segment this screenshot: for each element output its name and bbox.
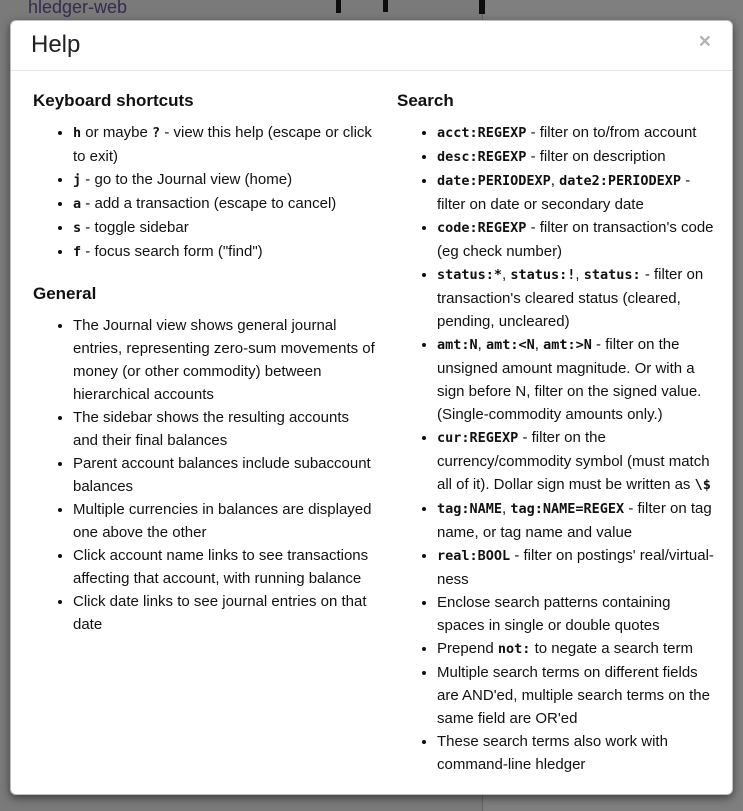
search-term-code: date:PERIODEXP — [437, 173, 551, 189]
search-term-code: status: — [583, 267, 641, 283]
help-item: • desc:REGEXP - filter on description — [437, 145, 720, 169]
help-item: • status:*, status:!, status: - filter on transaction's cleared status (cleared, pending, uncleared) — [437, 263, 720, 333]
help-item: • Click account name links to see transactions affecting that account, with running balance — [73, 544, 375, 590]
help-item: • s - toggle sidebar — [73, 216, 375, 240]
search-term-code: amt:>N — [543, 337, 592, 353]
section-heading: Keyboard shortcuts — [33, 91, 194, 110]
section-heading: Search — [397, 91, 454, 110]
search-term-code: date2:PERIODEXP — [559, 173, 682, 189]
search-term-code: real:BOOL — [437, 548, 511, 564]
help-item: • code:REGEXP - filter on transaction's code (eg check number) — [437, 216, 720, 263]
search-term-code: ? — [152, 125, 161, 141]
search-term-code: acct:REGEXP — [437, 125, 527, 141]
search-term-code: amt:N — [437, 337, 478, 353]
help-item: • amt:N, amt:<N, amt:>N - filter on the unsigned amount magnitude. Or with a sign before N, filter on the signed value. (Single-commodity amounts only.) — [437, 333, 720, 426]
help-item: • These search terms also work with command-line hledger — [437, 730, 720, 776]
search-term-code: tag:NAME=REGEX — [510, 501, 625, 517]
close-icon[interactable]: × — [698, 30, 711, 53]
help-modal — [10, 20, 733, 795]
help-item: • date:PERIODEXP, date2:PERIODEXP - filter on date or secondary date — [437, 169, 720, 216]
help-item: • Prepend not: to negate a search term — [437, 637, 720, 661]
search-term-code: \$ — [694, 477, 711, 493]
help-item: • a - add a transaction (escape to cancel) — [73, 192, 375, 216]
help-column-right — [397, 89, 720, 788]
search-term-code: not: — [497, 641, 531, 657]
modal-body — [11, 71, 732, 795]
search-term-code: status:* — [437, 267, 503, 283]
modal-title: Help — [31, 31, 81, 58]
help-column-left — [33, 89, 375, 788]
help-item: • tag:NAME, tag:NAME=REGEX - filter on tag name, or tag name and value — [437, 497, 720, 544]
search-term-code: f — [73, 244, 82, 260]
help-list — [33, 314, 375, 636]
help-list — [33, 121, 375, 264]
help-item: • Click date links to see journal entries on that date — [73, 590, 375, 636]
search-term-code: tag:NAME — [437, 501, 503, 517]
help-item: • The Journal view shows general journal entries, representing zero-sum movements of money (or other commodity) between hierarchical accounts — [73, 314, 375, 406]
help-item: • Multiple currencies in balances are displayed one above the other — [73, 498, 375, 544]
help-item: • acct:REGEXP - filter on to/from account — [437, 121, 720, 145]
help-item: • f - focus search form ("find") — [73, 240, 375, 264]
search-term-code: code:REGEXP — [437, 220, 527, 236]
search-term-code: j — [73, 172, 82, 188]
section-heading: General — [33, 284, 97, 303]
help-item: • cur:REGEXP - filter on the currency/commodity symbol (must match all of it). Dollar sign must be written as \$ — [437, 426, 720, 497]
help-item: • The sidebar shows the resulting accounts and their final balances — [73, 406, 375, 452]
search-term-code: amt:<N — [485, 337, 535, 353]
help-item: • j - go to the Journal view (home) — [73, 168, 375, 192]
search-term-code: desc:REGEXP — [437, 149, 527, 165]
help-item: • Parent account balances include subaccount balances — [73, 452, 375, 498]
help-item: • real:BOOL - filter on postings' real/virtual-ness — [437, 544, 720, 591]
help-item: • Enclose search patterns containing spaces in single or double quotes — [437, 591, 720, 637]
search-term-code: s — [73, 220, 82, 236]
help-list — [397, 121, 720, 776]
search-term-code: status:! — [510, 267, 576, 283]
search-term-code: a — [73, 196, 82, 212]
help-item: • h or maybe ? - view this help (escape or click to exit) — [73, 121, 375, 168]
modal-header — [11, 21, 732, 71]
search-term-code: cur:REGEXP — [437, 430, 519, 446]
search-term-code: h — [73, 125, 82, 141]
help-item: • Multiple search terms on different fields are AND'ed, multiple search terms on the same field are OR'ed — [437, 661, 720, 730]
